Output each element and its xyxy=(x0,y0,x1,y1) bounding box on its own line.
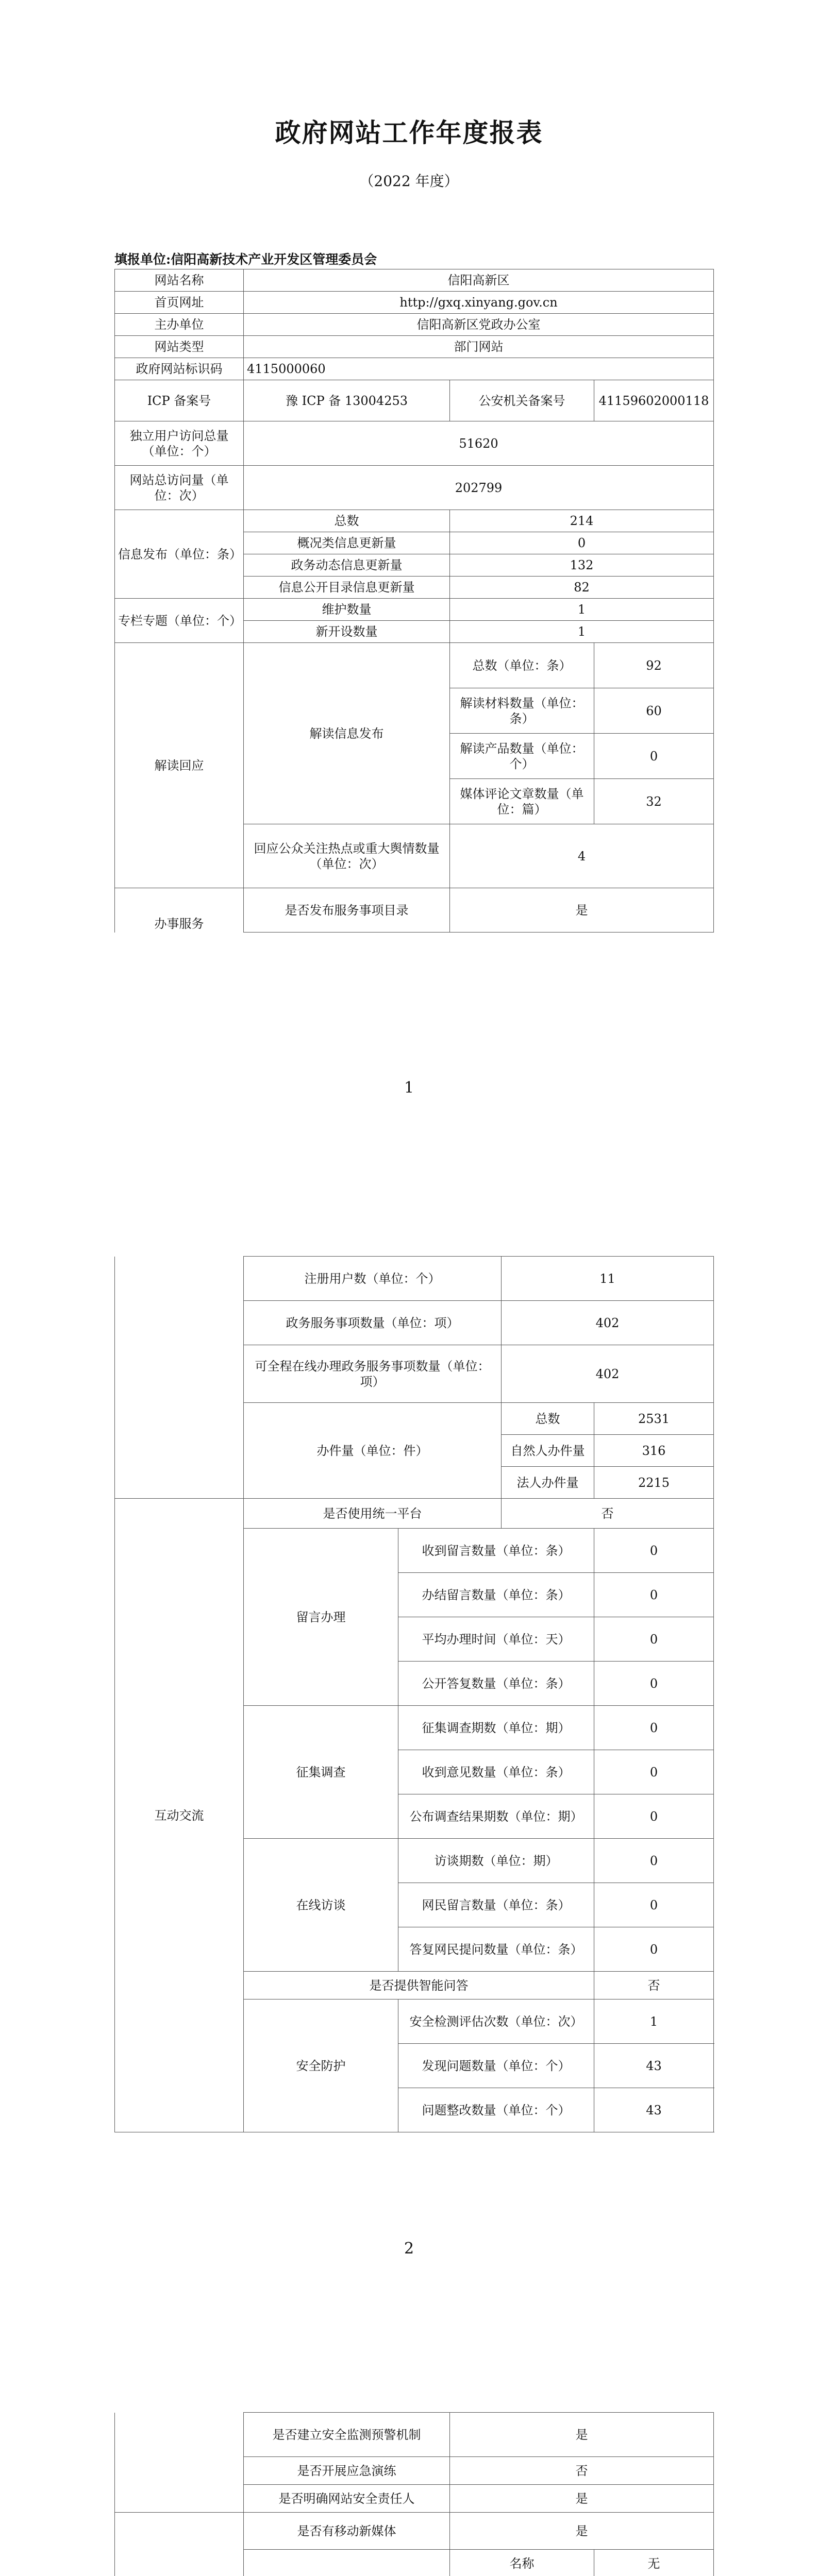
interact-interview-label: 在线访谈 xyxy=(244,1839,398,1972)
message-public-value: 0 xyxy=(594,1662,714,1706)
survey-results-value: 0 xyxy=(594,1794,714,1839)
service-continued-cell xyxy=(115,1257,244,1499)
site-type-value: 部门网站 xyxy=(244,336,714,358)
interpret-total-value: 92 xyxy=(594,643,714,688)
service-users-label-2: 注册用户数（单位：个） xyxy=(244,1257,502,1301)
message-received-value: 0 xyxy=(594,1529,714,1573)
service-items-label-2: 政务服务事项数量（单位：项） xyxy=(244,1301,502,1345)
site-name-label: 网站名称 xyxy=(115,269,244,292)
report-table-page-3 xyxy=(114,2412,714,2576)
info-overview-value: 0 xyxy=(450,532,714,554)
mobile-section-label xyxy=(115,2513,244,2576)
weibo-label xyxy=(244,2550,450,2576)
interview-questions-label: 网民留言数量（单位：条） xyxy=(398,1883,594,1927)
interview-answers-value: 0 xyxy=(594,1927,714,1972)
site-type-label: 网站类型 xyxy=(115,336,244,358)
info-section-label: 信息发布（单位：条） xyxy=(115,510,244,599)
service-handle-label-2: 办件量（单位：件） xyxy=(244,1403,502,1499)
interpret-media-value: 32 xyxy=(594,779,714,824)
interact-survey-label: 征集调查 xyxy=(244,1706,398,1839)
interview-issues-value: 0 xyxy=(594,1839,714,1883)
info-news-value: 132 xyxy=(450,554,714,577)
interpret-media-label: 媒体评论文章数量（单位：篇） xyxy=(450,779,594,824)
interact-unified-label: 是否使用统一平台 xyxy=(244,1499,502,1529)
service-items-value-2: 402 xyxy=(502,1301,714,1345)
info-total-label: 总数 xyxy=(244,510,450,532)
interact-smart-label: 是否提供智能问答 xyxy=(244,1972,594,1999)
security-drill-value: 否 xyxy=(450,2457,714,2485)
info-total-value: 214 xyxy=(450,510,714,532)
interpret-product-value: 0 xyxy=(594,734,714,779)
security-checks-label: 安全检测评估次数（单位：次） xyxy=(398,1999,594,2044)
police-label: 公安机关备案号 xyxy=(450,380,594,421)
column-new-label: 新开设数量 xyxy=(244,621,450,643)
message-done-label: 办结留言数量（单位：条） xyxy=(398,1573,594,1617)
interpret-section-label: 解读回应 xyxy=(115,643,244,888)
message-avg-value: 0 xyxy=(594,1617,714,1662)
service-person-label-2: 自然人办件量 xyxy=(502,1435,594,1467)
weibo-name-label: 名称 xyxy=(450,2550,594,2576)
service-online-value-2: 402 xyxy=(502,1345,714,1403)
security-found-label: 发现问题数量（单位：个） xyxy=(398,2044,594,2088)
service-total-label-2: 总数 xyxy=(502,1403,594,1435)
host-unit-value: 信阳高新区党政办公室 xyxy=(244,314,714,336)
interpret-respond-value: 4 xyxy=(450,824,714,888)
info-news-label: 政务动态信息更新量 xyxy=(244,554,450,577)
home-url-label: 首页网址 xyxy=(115,292,244,314)
security-monitor-label: 是否建立安全监测预警机制 xyxy=(244,2413,450,2457)
interact-unified-value: 否 xyxy=(502,1499,714,1529)
site-code-label: 政府网站标识码 xyxy=(115,358,244,380)
interpret-respond-label: 回应公众关注热点或重大舆情数量（单位：次） xyxy=(244,824,450,888)
icp-label: ICP 备案号 xyxy=(115,380,244,421)
visitors-value: 51620 xyxy=(244,421,714,466)
report-table-page-1 xyxy=(114,269,714,933)
message-received-label: 收到留言数量（单位：条） xyxy=(398,1529,594,1573)
visits-value: 202799 xyxy=(244,466,714,510)
service-person-value-2: 316 xyxy=(594,1435,714,1467)
security-section-label: 安全防护 xyxy=(244,1999,398,2132)
survey-opinions-label: 收到意见数量（单位：条） xyxy=(398,1750,594,1794)
message-avg-label: 平均办理时间（单位：天） xyxy=(398,1617,594,1662)
column-section-label: 专栏专题（单位：个） xyxy=(115,599,244,643)
home-url-value[interactable]: http://gxq.xinyang.gov.cn xyxy=(244,292,714,314)
security-person-value: 是 xyxy=(450,2485,714,2513)
interpret-product-label: 解读产品数量（单位：个） xyxy=(450,734,594,779)
security-person-label: 是否明确网站安全责任人 xyxy=(244,2485,450,2513)
interview-questions-value: 0 xyxy=(594,1883,714,1927)
service-users-value-2: 11 xyxy=(502,1257,714,1301)
site-code-value: 4115000060 xyxy=(244,358,714,380)
site-name-value: 信阳高新区 xyxy=(244,269,714,292)
security-continued-cell xyxy=(115,2413,244,2513)
message-public-label: 公开答复数量（单位：条） xyxy=(398,1662,594,1706)
report-title: 政府网站工作年度报表 xyxy=(275,117,543,148)
filing-unit: 填报单位:信阳高新技术产业开发区管理委员会 xyxy=(114,252,377,267)
interact-section-label-2: 互动交流 xyxy=(115,1499,244,2132)
security-monitor-value: 是 xyxy=(450,2413,714,2457)
service-legal-label-2: 法人办件量 xyxy=(502,1467,594,1499)
info-catalog-label: 信息公开目录信息更新量 xyxy=(244,577,450,599)
page-number-1: 1 xyxy=(404,1079,414,1097)
visits-label: 网站总访问量（单位：次） xyxy=(115,466,244,510)
interact-smart-value: 否 xyxy=(594,1972,714,1999)
security-found-value: 43 xyxy=(594,2044,714,2088)
message-done-value: 0 xyxy=(594,1573,714,1617)
visitors-label: 独立用户访问总量（单位：个） xyxy=(115,421,244,466)
report-table-page-2-main xyxy=(114,1256,714,2132)
service-catalog-value: 是 xyxy=(450,888,714,933)
interpret-total-label: 总数（单位：条） xyxy=(450,643,594,688)
info-overview-label: 概况类信息更新量 xyxy=(244,532,450,554)
icp-value: 豫 ICP 备 13004253 xyxy=(244,380,450,421)
security-checks-value: 1 xyxy=(594,1999,714,2044)
column-new-value: 1 xyxy=(450,621,714,643)
column-maintain-value: 1 xyxy=(450,599,714,621)
security-fixed-label: 问题整改数量（单位：个） xyxy=(398,2088,594,2132)
security-fixed-value: 43 xyxy=(594,2088,714,2132)
interact-message-label: 留言办理 xyxy=(244,1529,398,1706)
interpret-material-value: 60 xyxy=(594,688,714,734)
report-year: （2022 年度） xyxy=(359,173,459,190)
host-unit-label: 主办单位 xyxy=(115,314,244,336)
interview-issues-label: 访谈期数（单位：期） xyxy=(398,1839,594,1883)
police-value: 41159602000118 xyxy=(594,380,714,421)
survey-opinions-value: 0 xyxy=(594,1750,714,1794)
security-drill-label: 是否开展应急演练 xyxy=(244,2457,450,2485)
service-section-label: 办事服务 xyxy=(115,888,244,933)
interpret-material-label: 解读材料数量（单位：条） xyxy=(450,688,594,734)
service-catalog-label: 是否发布服务事项目录 xyxy=(244,888,450,933)
mobile-has-value: 是 xyxy=(450,2513,714,2550)
service-legal-value-2: 2215 xyxy=(594,1467,714,1499)
interpret-sub-label: 解读信息发布 xyxy=(244,643,450,824)
info-catalog-value: 82 xyxy=(450,577,714,599)
survey-issues-label: 征集调查期数（单位：期） xyxy=(398,1706,594,1750)
interview-answers-label: 答复网民提问数量（单位：条） xyxy=(398,1927,594,1972)
page-number-2: 2 xyxy=(404,2240,414,2258)
mobile-has-label: 是否有移动新媒体 xyxy=(244,2513,450,2550)
survey-results-label: 公布调查结果期数（单位：期） xyxy=(398,1794,594,1839)
weibo-name-value: 无 xyxy=(594,2550,714,2576)
service-total-value-2: 2531 xyxy=(594,1403,714,1435)
service-online-label-2: 可全程在线办理政务服务事项数量（单位：项） xyxy=(244,1345,502,1403)
survey-issues-value: 0 xyxy=(594,1706,714,1750)
column-maintain-label: 维护数量 xyxy=(244,599,450,621)
